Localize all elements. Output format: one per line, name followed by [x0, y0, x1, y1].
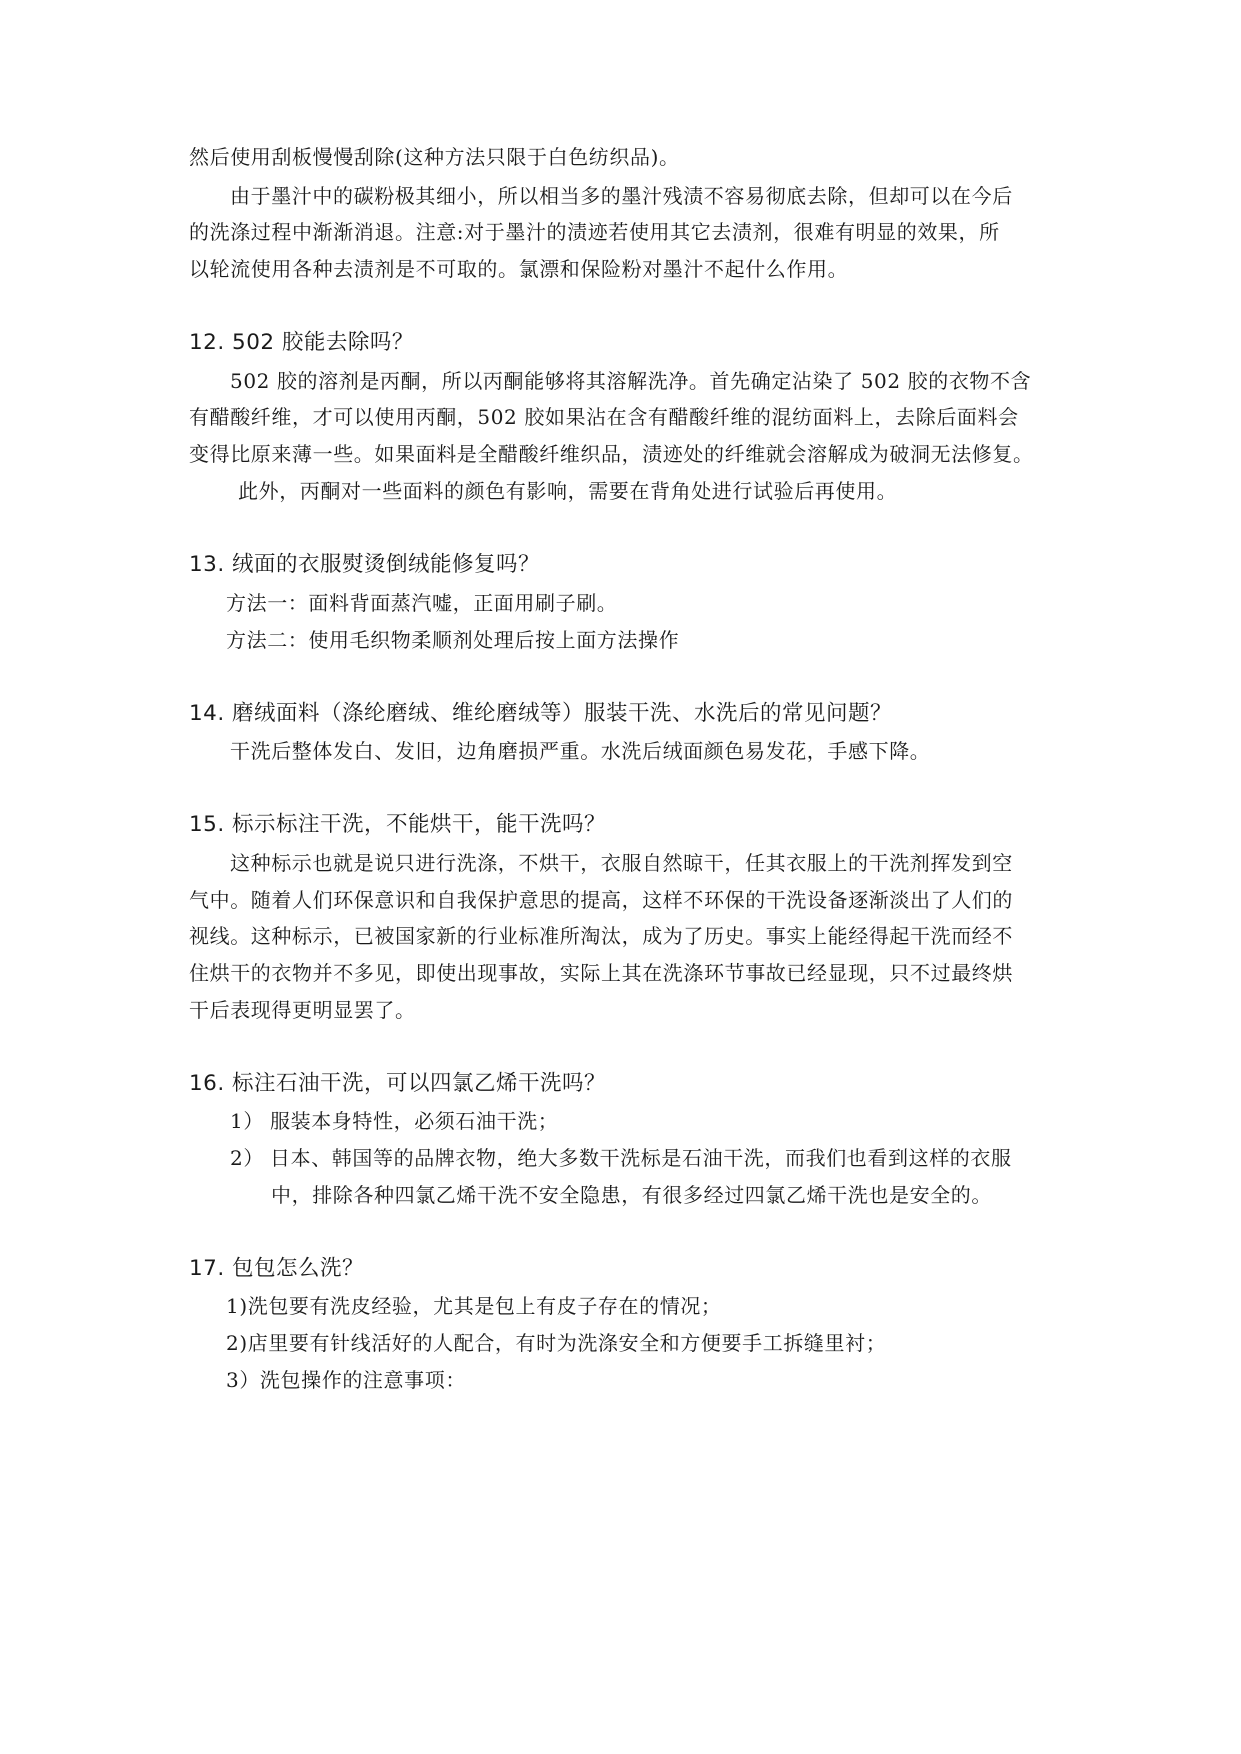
list-item	[230, 1144, 1012, 1172]
paragraph-line: 由于墨汁中的碳粉极其细小，所以相当多的墨汁残渍不容易彻底去除，但却可以在今后	[230, 184, 1013, 208]
list-item-number: 2）	[230, 1146, 264, 1170]
paragraph-line: 视线。这种标示，已被国家新的行业标准所淘汰，成为了历史。事实上能经得起干洗而经不	[189, 924, 1013, 948]
paragraph-line: 的洗涤过程中渐渐消退。注意:对于墨汁的渍迹若使用其它去渍剂，很难有明显的效果，所	[189, 220, 1000, 244]
paragraph-line: 这种标示也就是说只进行洗涤，不烘干，衣服自然晾干，任其衣服上的干洗剂挥发到空	[230, 851, 1013, 875]
paragraph-line: 气中。随着人们环保意识和自我保护意思的提高，这样不环保的干洗设备逐渐淡出了人们的	[189, 888, 1013, 912]
paragraph-line: 502 胶的溶剂是丙酮，所以丙酮能够将其溶解洗净。首先确定沾染了 502 胶的衣物不含	[230, 369, 1032, 393]
paragraph-line: 此外，丙酮对一些面料的颜色有影响，需要在背角处进行试验后再使用。	[238, 479, 898, 503]
paragraph-line: 干后表现得更明显罢了。	[189, 998, 416, 1022]
paragraph-line: 干洗后整体发白、发旧，边角磨损严重。水洗后绒面颜色易发花，手感下降。	[230, 739, 931, 763]
list-item-text: 服装本身特性，必须石油干洗；	[270, 1109, 559, 1133]
list-item-continuation: 中，排除各种四氯乙烯干洗不安全隐患，有很多经过四氯乙烯干洗也是安全的。	[271, 1183, 992, 1207]
section-heading-13: 13. 绒面的衣服熨烫倒绒能修复吗？	[189, 552, 541, 577]
section-heading-12: 12. 502 胶能去除吗？	[189, 330, 414, 355]
list-item: 3）洗包操作的注意事项：	[226, 1368, 466, 1392]
section-heading-16: 16. 标注石油干洗，可以四氯乙烯干洗吗？	[189, 1071, 607, 1096]
paragraph-line: 变得比原来薄一些。如果面料是全醋酸纤维织品，渍迹处的纤维就会溶解成为破洞无法修复。	[189, 442, 1034, 466]
list-item: 2)店里要有针线活好的人配合，有时为洗涤安全和方便要手工拆缝里衬；	[226, 1331, 887, 1355]
list-item	[230, 1107, 558, 1135]
section-heading-14: 14. 磨绒面料（涤纶磨绒、维纶磨绒等）服装干洗、水洗后的常见问题？	[189, 701, 893, 726]
section-heading-17: 17. 包包怎么洗？	[189, 1256, 365, 1281]
list-item-number: 1）	[230, 1109, 264, 1133]
list-item-text: 日本、韩国等的品牌衣物，绝大多数干洗标是石油干洗，而我们也看到这样的衣服	[270, 1146, 1012, 1170]
continuation-line: 然后使用刮板慢慢刮除(这种方法只限于白色纺织品)。	[189, 145, 680, 169]
paragraph-line: 以轮流使用各种去渍剂是不可取的。氯漂和保险粉对墨汁不起什么作用。	[189, 257, 849, 281]
method-line-2: 方法二：使用毛织物柔顺剂处理后按上面方法操作	[226, 628, 680, 652]
method-line-1: 方法一：面料背面蒸汽嘘，正面用刷子刷。	[226, 591, 618, 615]
paragraph-line: 住烘干的衣物并不多见，即使出现事故，实际上其在洗涤环节事故已经显现，只不过最终烘	[189, 961, 1013, 985]
paragraph-line: 有醋酸纤维，才可以使用丙酮，502 胶如果沾在含有醋酸纤维的混纺面料上，去除后面料会	[189, 405, 1019, 429]
list-item: 1)洗包要有洗皮经验，尤其是包上有皮子存在的情况；	[226, 1294, 722, 1318]
section-heading-15: 15. 标示标注干洗，不能烘干，能干洗吗？	[189, 812, 607, 837]
